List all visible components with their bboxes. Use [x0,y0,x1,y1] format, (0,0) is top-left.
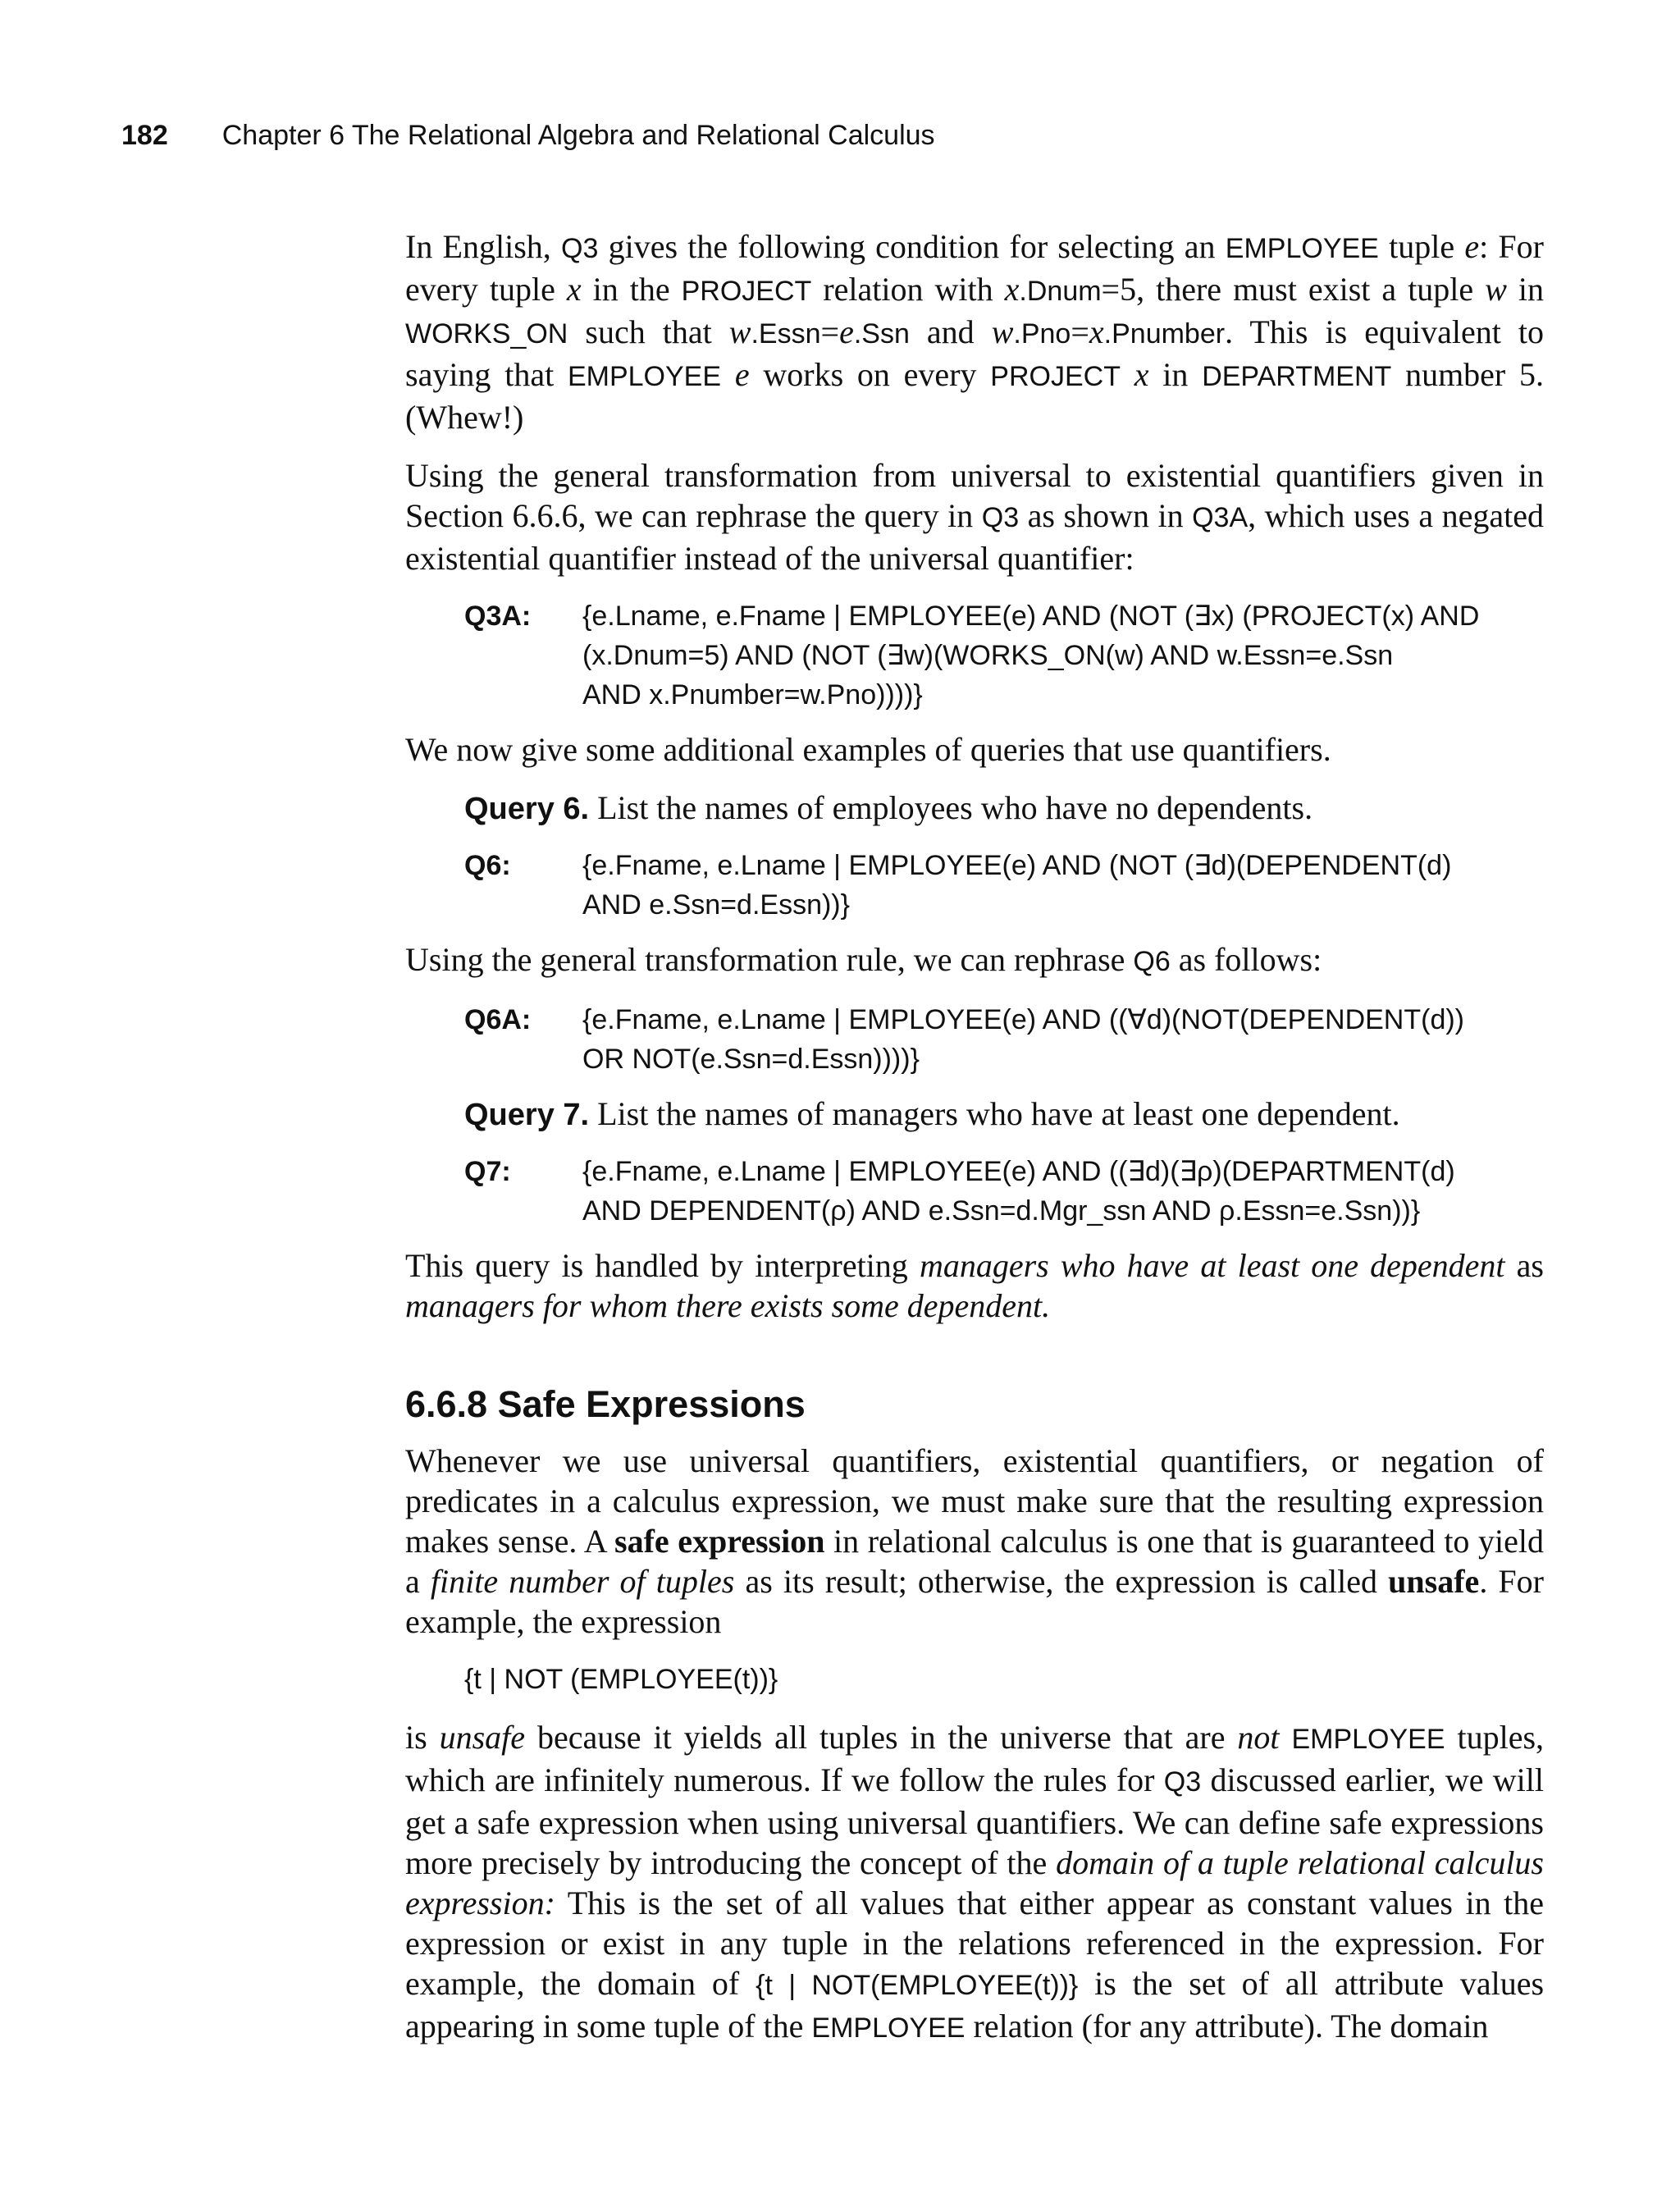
query-6-heading: Query 6. List the names of employees who have no dependents. [464,789,1313,826]
expression-line: AND DEPENDENT(ρ) AND e.Ssn=d.Mgr_ssn AND ρ.Essn=e.Ssn))} [582,1195,1421,1227]
running-title: Chapter 6 The Relational Algebra and Relational Calculus [221,120,935,151]
expression-line: {e.Lname, e.Fname | EMPLOYEE(e) AND (NOT (∃x) (PROJECT(x) AND [582,601,1480,632]
paragraph-safe-expressions: Whenever we use universal quantifiers, existential quantifiers, or negation of predicates in a calculus expression, we must make sure that the resulting expression makes sense. A safe expression in relational calculus is one that is guaranteed to yield a finite number of tuples as its result; otherwise, the expression is called unsafe. For example, the expression [405,1442,1545,1640]
paragraph-domain: is unsafe because it yields all tuples in the universe that are not EMPLOYEE tuples, which are infinitely numerous. If we follow the rules for Q3 discussed earlier, we will get a safe expression when using universal quantifiers. We can define safe expressions more precisely by introducing the concept of the domain of a tuple relational calculus expression: This is the set of all values that either appear as constant values in the expression or exist in any tuple in the relations referenced in the expression. For example, the domain of {t | NOT(EMPLOYEE(t))} is the set of all attribute values appearing in some tuple of the EMPLOYEE relation (for any attribute). The domain [405,1719,1545,2044]
expression-line: (x.Dnum=5) AND (NOT (∃w)(WORKS_ON(w) AND w.Essn=e.Ssn [582,640,1394,671]
running-header [121,120,935,152]
expression-line: {e.Fname, e.Lname | EMPLOYEE(e) AND ((∃d)(∃ρ)(DEPARTMENT(d) [582,1156,1455,1187]
query-q3a [464,596,1544,715]
query-expression [582,1000,1544,1079]
section-heading: 6.6.8 Safe Expressions [405,1383,806,1425]
expression-line: AND x.Pnumber=w.Pno))))} [582,679,923,710]
query-expression [582,846,1544,925]
unsafe-expression-example: {t | NOT (EMPLOYEE(t))} [464,1664,778,1695]
expression-line: OR NOT(e.Ssn=d.Essn))))} [582,1044,920,1075]
query-q6a [464,1000,1544,1079]
query-7-heading: Query 7. List the names of managers who have at least one dependent. [464,1095,1400,1132]
text-column [405,226,1544,2067]
query-expression [582,1152,1544,1231]
query-expression [582,596,1544,715]
query-q7 [464,1152,1544,1231]
query-label: Q6A: [464,1004,532,1035]
paragraph-rephrase-q6: Using the general transformation rule, we can rephrase Q6 as follows: [405,941,1322,978]
paragraph-q3-explanation: In English, Q3 gives the following condition for selecting an EMPLOYEE tuple e: For every tuple x in the PROJECT relation with x.Dnum=5, there must exist a tuple w in WORKS_ON such that w.Essn=e.Ssn and w.Pno=x.Pnumber. This is equivalent to saying that EMPLOYEE e works on every PROJECT x in DEPARTMENT number 5. (Whew!) [405,228,1545,436]
paragraph-transformation: Using the general transformation from universal to existential quantifiers given in Section 6.6.6, we can rephrase the query in Q3 as shown in Q3A, which uses a negated existential quantifier instead of the universal quantifier: [405,457,1544,577]
page-number: 182 [121,120,168,151]
query-label: Q7: [464,1156,511,1187]
paragraph-additional-examples: We now give some additional examples of queries that use quantifiers. [405,731,1331,768]
paragraph-q7-interpretation: This query is handled by interpreting managers who have at least one dependent as managers for whom there exists some dependent. [405,1247,1544,1324]
expression-line: AND e.Ssn=d.Essn))} [582,889,850,921]
query-label: Q3A: [464,601,532,632]
expression-line: {e.Fname, e.Lname | EMPLOYEE(e) AND (NOT (∃d)(DEPENDENT(d) [582,850,1452,881]
expression-line: {e.Fname, e.Lname | EMPLOYEE(e) AND ((∀d)(NOT(DEPENDENT(d)) [582,1004,1465,1035]
query-q6 [464,846,1544,925]
query-label: Q6: [464,850,511,881]
